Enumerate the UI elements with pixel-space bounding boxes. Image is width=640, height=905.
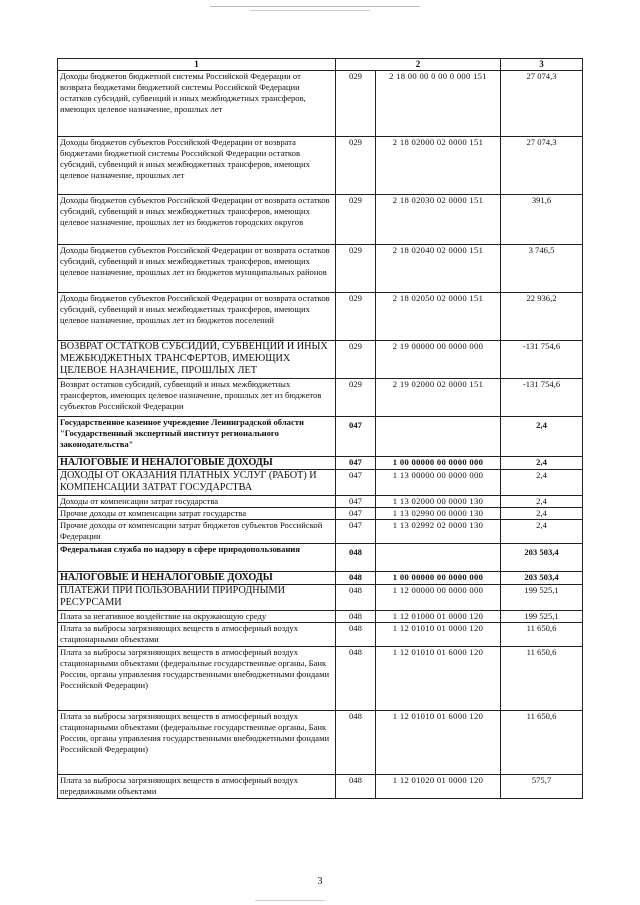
row-description: ПЛАТЕЖИ ПРИ ПОЛЬЗОВАНИИ ПРИРОДНЫМИ РЕСУРСАМИ xyxy=(58,585,336,611)
row-classification-code: 2 19 02000 02 0000 151 xyxy=(376,379,501,417)
row-admin-code: 029 xyxy=(336,379,376,417)
row-description: Доходы от компенсации затрат государства xyxy=(58,496,336,508)
table-row xyxy=(58,341,583,379)
row-classification-code: 1 13 02992 02 0000 130 xyxy=(376,520,501,544)
row-classification-code: 2 18 02040 02 0000 151 xyxy=(376,245,501,293)
row-admin-code: 029 xyxy=(336,195,376,245)
table-header-row xyxy=(58,59,583,71)
row-admin-code: 048 xyxy=(336,775,376,799)
page-number: 3 xyxy=(317,876,323,887)
row-description: Прочие доходы от компенсации затрат бюджетов субъектов Российской Федерации xyxy=(58,520,336,544)
row-amount: 11 650,6 xyxy=(501,623,583,647)
scan-edge-line xyxy=(250,10,370,11)
row-amount: 203 503,4 xyxy=(501,544,583,572)
row-classification-code: 1 12 01010 01 0000 120 xyxy=(376,623,501,647)
row-admin-code: 047 xyxy=(336,496,376,508)
row-description: Плата за выбросы загрязняющих веществ в атмосферный воздух стационарными объектами xyxy=(58,623,336,647)
row-amount: -131 754,6 xyxy=(501,379,583,417)
row-amount: 11 650,6 xyxy=(501,711,583,775)
row-classification-code: 2 18 02000 02 0000 151 xyxy=(376,137,501,195)
row-classification-code: 2 19 00000 00 0000 000 xyxy=(376,341,501,379)
table-row xyxy=(58,611,583,623)
table-row xyxy=(58,245,583,293)
row-classification-code xyxy=(376,544,501,572)
row-amount: 575,7 xyxy=(501,775,583,799)
row-amount: 2,4 xyxy=(501,508,583,520)
row-classification-code: 1 12 01000 01 0000 120 xyxy=(376,611,501,623)
row-admin-code: 029 xyxy=(336,341,376,379)
header-col-2: 2 xyxy=(336,59,501,71)
row-description: Плата за выбросы загрязняющих веществ в атмосферный воздух стационарными объектами (федеральные государственные органы, Банк России, органы управления государственными внебюджетными фондами Российской Федерации) xyxy=(58,647,336,711)
row-description: Доходы бюджетов субъектов Российской Федерации от возврата остатков субсидий, субвенций и иных межбюджетных трансферов, имеющих целевое назначение, прошлых лет из бюджетов муниципальных районов xyxy=(58,245,336,293)
row-description: Плата за выбросы загрязняющих веществ в атмосферный воздух стационарными объектами (федеральные государственные органы, Банк России, органы управления государственными внебюджетными фондами Российской Федерации) xyxy=(58,711,336,775)
header-col-3: 3 xyxy=(501,59,583,71)
row-admin-code: 048 xyxy=(336,585,376,611)
row-admin-code: 029 xyxy=(336,71,376,137)
row-admin-code: 048 xyxy=(336,711,376,775)
row-admin-code: 047 xyxy=(336,457,376,470)
row-amount: 11 650,6 xyxy=(501,647,583,711)
row-amount: 2,4 xyxy=(501,496,583,508)
row-amount: 2,4 xyxy=(501,520,583,544)
row-classification-code: 1 12 00000 00 0000 000 xyxy=(376,585,501,611)
row-admin-code: 048 xyxy=(336,611,376,623)
row-classification-code: 1 00 00000 00 0000 000 xyxy=(376,572,501,585)
table-row xyxy=(58,457,583,470)
table-row xyxy=(58,544,583,572)
row-description: Доходы бюджетов субъектов Российской Федерации от возврата остатков субсидий, субвенций и иных межбюджетных трансферов, имеющих целевое назначение, прошлых лет из бюджетов городских округов xyxy=(58,195,336,245)
row-amount: 199 525,1 xyxy=(501,585,583,611)
budget-revenue-table xyxy=(57,58,583,799)
table-row xyxy=(58,572,583,585)
row-amount: 3 746,5 xyxy=(501,245,583,293)
row-amount: 27 074,3 xyxy=(501,71,583,137)
row-amount: -131 754,6 xyxy=(501,341,583,379)
scan-edge-line xyxy=(255,900,325,901)
row-admin-code: 029 xyxy=(336,137,376,195)
row-admin-code: 029 xyxy=(336,245,376,293)
row-description: ВОЗВРАТ ОСТАТКОВ СУБСИДИЙ, СУБВЕНЦИЙ И ИНЫХ МЕЖБЮДЖЕТНЫХ ТРАНСФЕРТОВ, ИМЕЮЩИХ ЦЕЛЕВОЕ НАЗНАЧЕНИЕ, ПРОШЛЫХ ЛЕТ xyxy=(58,341,336,379)
row-description: Прочие доходы от компенсации затрат государства xyxy=(58,508,336,520)
table-row xyxy=(58,508,583,520)
row-admin-code: 048 xyxy=(336,623,376,647)
table-row xyxy=(58,647,583,711)
row-classification-code: 2 18 02030 02 0000 151 xyxy=(376,195,501,245)
row-classification-code: 2 18 00 00 0 00 0 000 151 xyxy=(376,71,501,137)
table-row xyxy=(58,585,583,611)
table-row xyxy=(58,775,583,799)
row-amount: 391,6 xyxy=(501,195,583,245)
row-description: НАЛОГОВЫЕ И НЕНАЛОГОВЫЕ ДОХОДЫ xyxy=(58,572,336,585)
row-admin-code: 029 xyxy=(336,293,376,341)
row-description: Доходы бюджетов субъектов Российской Федерации от возврата бюджетами бюджетной системы Российской Федерации остатков субсидий, субвенций и иных межбюджетных трансферов, имеющих целевое назначение, прошлых лет xyxy=(58,137,336,195)
table-row xyxy=(58,470,583,496)
scan-edge-line xyxy=(210,6,420,7)
row-description: Плата за выбросы загрязняющих веществ в атмосферный воздух передвижными объектами xyxy=(58,775,336,799)
row-classification-code: 1 12 01020 01 0000 120 xyxy=(376,775,501,799)
row-description: Плата за негативное воздействие на окружающую среду xyxy=(58,611,336,623)
table-row xyxy=(58,623,583,647)
row-classification-code: 1 13 02000 00 0000 130 xyxy=(376,496,501,508)
row-classification-code: 1 13 00000 00 0000 000 xyxy=(376,470,501,496)
row-amount: 203 503,4 xyxy=(501,572,583,585)
row-classification-code: 2 18 02050 02 0000 151 xyxy=(376,293,501,341)
header-col-1: 1 xyxy=(58,59,336,71)
row-description: Федеральная служба по надзору в сфере природопользования xyxy=(58,544,336,572)
row-description: Доходы бюджетов бюджетной системы Российской Федерации от возврата бюджетами бюджетной системы Российской Федерации остатков субсидий, субвенций и иных межбюджетных трансферов, имеющих целевое назначение, прошлых лет xyxy=(58,71,336,137)
row-amount: 199 525,1 xyxy=(501,611,583,623)
table-row xyxy=(58,496,583,508)
table-row xyxy=(58,417,583,457)
row-classification-code: 1 00 00000 00 0000 000 xyxy=(376,457,501,470)
row-admin-code: 047 xyxy=(336,520,376,544)
row-admin-code: 047 xyxy=(336,508,376,520)
table-row xyxy=(58,711,583,775)
row-admin-code: 048 xyxy=(336,572,376,585)
row-admin-code: 048 xyxy=(336,647,376,711)
row-admin-code: 048 xyxy=(336,544,376,572)
table-row xyxy=(58,71,583,137)
row-classification-code: 1 12 01010 01 6000 120 xyxy=(376,647,501,711)
row-admin-code: 047 xyxy=(336,417,376,457)
row-admin-code: 047 xyxy=(336,470,376,496)
row-description: НАЛОГОВЫЕ И НЕНАЛОГОВЫЕ ДОХОДЫ xyxy=(58,457,336,470)
row-amount: 2,4 xyxy=(501,470,583,496)
row-description: Возврат остатков субсидий, субвенций и иных межбюджетных трансфертов, имеющих целевое назначение, прошлых лет из бюджетов субъектов Российской Федерации xyxy=(58,379,336,417)
table-row xyxy=(58,195,583,245)
row-classification-code: 1 13 02990 00 0000 130 xyxy=(376,508,501,520)
row-description: ДОХОДЫ ОТ ОКАЗАНИЯ ПЛАТНЫХ УСЛУГ (РАБОТ) И КОМПЕНСАЦИИ ЗАТРАТ ГОСУДАРСТВА xyxy=(58,470,336,496)
row-classification-code xyxy=(376,417,501,457)
row-amount: 27 074,3 xyxy=(501,137,583,195)
table-row xyxy=(58,137,583,195)
table-row xyxy=(58,293,583,341)
row-classification-code: 1 12 01010 01 6000 120 xyxy=(376,711,501,775)
row-description: Доходы бюджетов субъектов Российской Федерации от возврата остатков субсидий, субвенций и иных межбюджетных трансферов, имеющих целевое назначение, прошлых лет из бюджетов поселений xyxy=(58,293,336,341)
row-amount: 2,4 xyxy=(501,457,583,470)
row-amount: 2,4 xyxy=(501,417,583,457)
table-row xyxy=(58,520,583,544)
table-row xyxy=(58,379,583,417)
row-description: Государственное казенное учреждение Ленинградской области "Государственный экспертный институт регионального законодательства" xyxy=(58,417,336,457)
row-amount: 22 936,2 xyxy=(501,293,583,341)
